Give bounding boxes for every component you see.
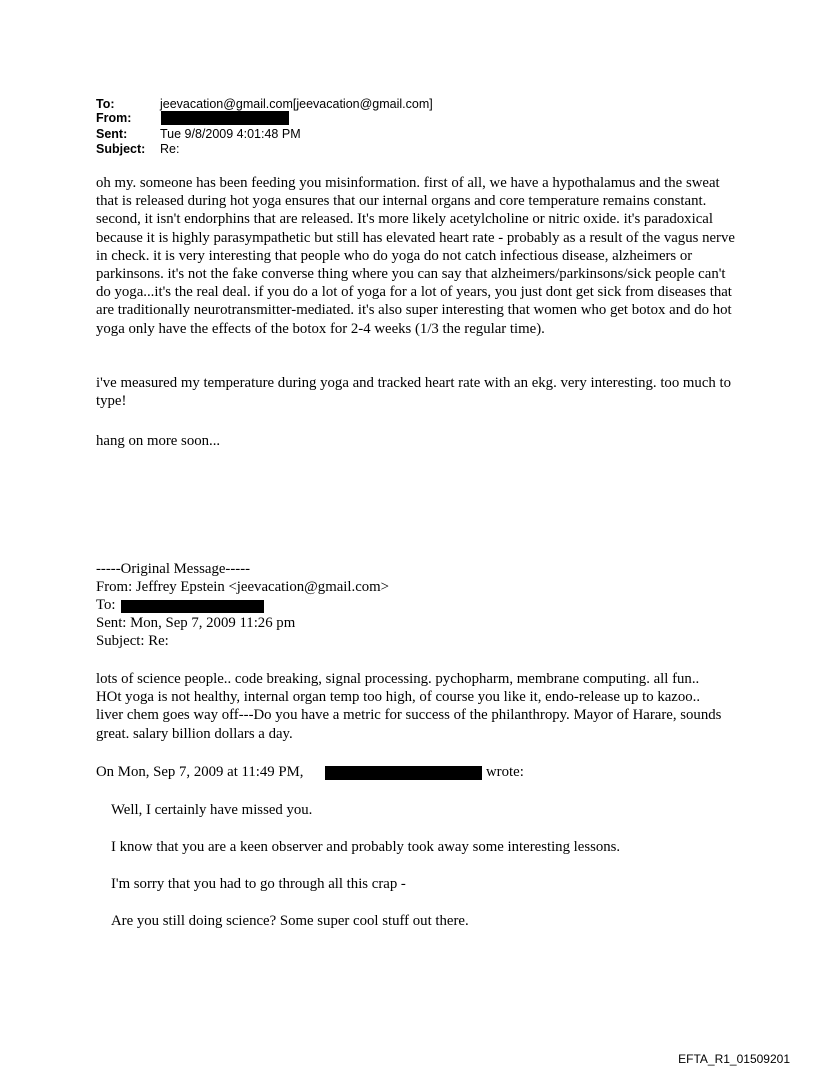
reply-body-3 bbox=[96, 432, 736, 450]
quoted-line: Well, I certainly have missed you. bbox=[111, 802, 313, 818]
original-body-text: lots of science people.. code breaking, signal processing. pychopharm, membrane computing. all fun.. HOt yoga is not healthy, internal organ temp too high, of course you like it, endo-release up to kazoo.. liver chem goes way off---Do you have a metric for success of the philanthropy. Mayor of Harare, sounds great. salary billion dollars a day. bbox=[96, 671, 722, 742]
sent-row bbox=[96, 127, 301, 141]
original-from: From: Jeffrey Epstein <jeevacation@gmail.com> bbox=[96, 579, 390, 595]
redaction-to bbox=[121, 600, 264, 613]
quoted-line: Are you still doing science? Some super cool stuff out there. bbox=[111, 913, 469, 929]
reply-body bbox=[96, 174, 736, 338]
reply-paragraph-1: oh my. someone has been feeding you misinformation. first of all, we have a hypothalamus and the sweat that is released during hot yoga ensures that our internal organs and core temperature remains constant. second, it isn't endorphins that are released. It's more likely acetylcholine or nitric oxide. it's paradoxical because it is highly parasympathetic but still has elevated heart rate - probably as a result of the vagus nerve in check. it is very interesting that people who do yoga do not catch infectious disease, alzheimers or parkinsons. it's not the fake converse thing where you can say that alzheimers/parkinsons/sick people can't do yoga...it's the real deal. if you do a lot of yoga for a lot of years, you just dont get sick from diseases that are traditionally neurotransmitter-mediated. it's also super interesting that women who get botox and do hot yoga only have the effects of the botox for 2-4 weeks (1/3 the regular time). bbox=[96, 175, 735, 337]
to-row bbox=[96, 97, 433, 111]
redaction-from bbox=[161, 111, 289, 125]
to-label: To: bbox=[96, 97, 115, 111]
attribution-suffix: wrote: bbox=[486, 764, 524, 780]
original-subject: Subject: Re: bbox=[96, 633, 169, 649]
redaction-attribution bbox=[325, 766, 482, 780]
quoted-line: I know that you are a keen observer and probably took away some interesting lessons. bbox=[111, 839, 621, 855]
sent-value: Tue 9/8/2009 4:01:48 PM bbox=[160, 127, 301, 141]
original-to-label: To: bbox=[96, 597, 116, 613]
from-row bbox=[96, 111, 160, 125]
reply-body-2 bbox=[96, 374, 736, 410]
sent-label: Sent: bbox=[96, 127, 128, 141]
document-id: EFTA_R1_01509201 bbox=[678, 1052, 790, 1066]
original-separator: -----Original Message----- bbox=[96, 561, 251, 577]
reply-paragraph-2: i've measured my temperature during yoga and tracked heart rate with an ekg. very interesting. too much to type! bbox=[96, 375, 732, 410]
to-value: jeevacation@gmail.com[jeevacation@gmail.com] bbox=[160, 97, 433, 111]
quoted-line: I'm sorry that you had to go through all this crap - bbox=[111, 876, 406, 892]
subject-label: Subject: bbox=[96, 142, 146, 156]
original-body bbox=[96, 670, 726, 743]
original-sent: Sent: Mon, Sep 7, 2009 11:26 pm bbox=[96, 615, 296, 631]
subject-row bbox=[96, 142, 180, 156]
attribution-prefix: On Mon, Sep 7, 2009 at 11:49 PM, bbox=[96, 764, 304, 780]
original-to-row bbox=[96, 596, 116, 614]
reply-paragraph-3: hang on more soon... bbox=[96, 433, 221, 449]
from-label: From: bbox=[96, 111, 132, 125]
subject-value: Re: bbox=[160, 142, 180, 156]
